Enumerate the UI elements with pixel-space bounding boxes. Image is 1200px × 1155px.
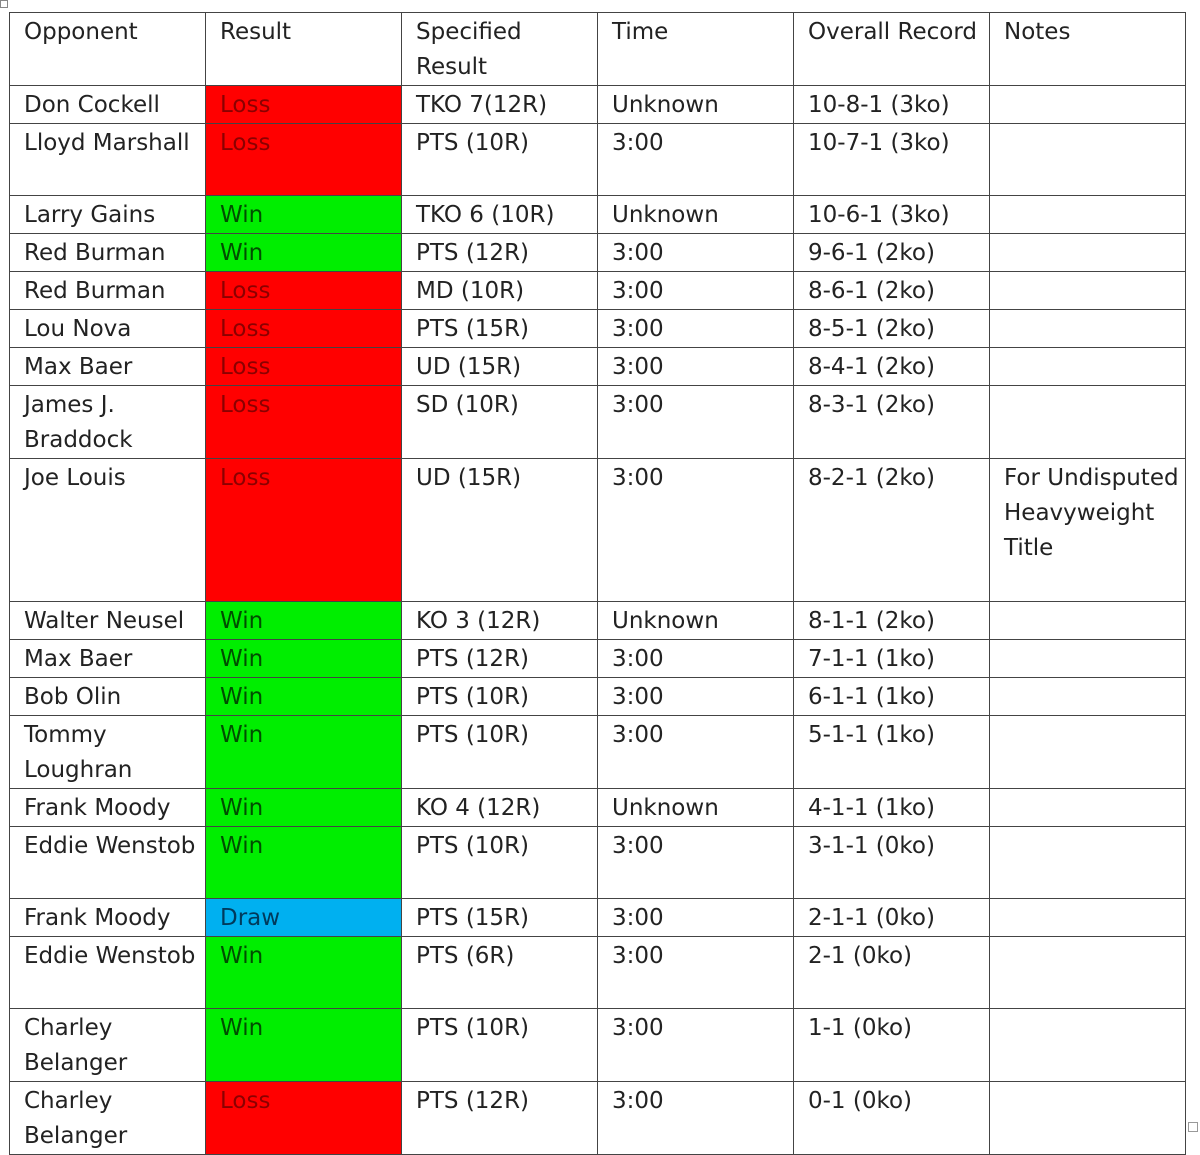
- cell-specified-result: PTS (10R): [402, 124, 598, 196]
- cell-time: 3:00: [598, 386, 794, 459]
- cell-notes: [990, 678, 1186, 716]
- cell-notes: [990, 124, 1186, 196]
- table-row: [10, 937, 1186, 1009]
- table-row: [10, 678, 1186, 716]
- cell-overall-record: 2-1 (0ko): [794, 937, 990, 1009]
- cell-notes: [990, 899, 1186, 937]
- cell-overall-record: 0-1 (0ko): [794, 1082, 990, 1155]
- cell-specified-result: PTS (12R): [402, 234, 598, 272]
- cell-opponent: Tommy Loughran: [10, 716, 206, 789]
- table-row: [10, 789, 1186, 827]
- cell-specified-result: SD (10R): [402, 386, 598, 459]
- table-row: [10, 899, 1186, 937]
- cell-specified-result: PTS (15R): [402, 310, 598, 348]
- cell-notes: [990, 310, 1186, 348]
- cell-notes: [990, 716, 1186, 789]
- cell-notes: [990, 348, 1186, 386]
- table-row: [10, 602, 1186, 640]
- cell-overall-record: 4-1-1 (1ko): [794, 789, 990, 827]
- cell-overall-record: 3-1-1 (0ko): [794, 827, 990, 899]
- cell-opponent: Charley Belanger: [10, 1009, 206, 1082]
- cell-specified-result: PTS (12R): [402, 1082, 598, 1155]
- table-row: [10, 310, 1186, 348]
- cell-notes: [990, 937, 1186, 1009]
- cell-time: 3:00: [598, 1009, 794, 1082]
- cell-opponent: Eddie Wenstob: [10, 827, 206, 899]
- cell-opponent: Eddie Wenstob: [10, 937, 206, 1009]
- cell-overall-record: 8-2-1 (2ko): [794, 459, 990, 602]
- cell-specified-result: UD (15R): [402, 348, 598, 386]
- cell-notes: [990, 827, 1186, 899]
- header-specified-result: Specified Result: [402, 13, 598, 86]
- cell-opponent: Max Baer: [10, 348, 206, 386]
- cell-time: 3:00: [598, 348, 794, 386]
- fight-record-table: [9, 12, 1186, 1155]
- cell-notes: [990, 386, 1186, 459]
- cell-overall-record: 10-7-1 (3ko): [794, 124, 990, 196]
- cell-opponent: Frank Moody: [10, 899, 206, 937]
- cell-specified-result: PTS (10R): [402, 716, 598, 789]
- cell-overall-record: 9-6-1 (2ko): [794, 234, 990, 272]
- cell-overall-record: 7-1-1 (1ko): [794, 640, 990, 678]
- cell-specified-result: PTS (10R): [402, 827, 598, 899]
- cell-overall-record: 8-5-1 (2ko): [794, 310, 990, 348]
- cell-specified-result: PTS (6R): [402, 937, 598, 1009]
- table-row: [10, 386, 1186, 459]
- table-resize-handle[interactable]: [1188, 1122, 1198, 1132]
- cell-specified-result: KO 4 (12R): [402, 789, 598, 827]
- cell-result: Win: [206, 716, 402, 789]
- table-row: [10, 196, 1186, 234]
- table-row: [10, 272, 1186, 310]
- header-result: Result: [206, 13, 402, 86]
- cell-overall-record: 8-4-1 (2ko): [794, 348, 990, 386]
- cell-notes: [990, 196, 1186, 234]
- cell-result: Loss: [206, 310, 402, 348]
- cell-time: 3:00: [598, 459, 794, 602]
- cell-overall-record: 8-1-1 (2ko): [794, 602, 990, 640]
- cell-time: Unknown: [598, 86, 794, 124]
- cell-notes: [990, 1082, 1186, 1155]
- cell-result: Loss: [206, 86, 402, 124]
- cell-specified-result: TKO 6 (10R): [402, 196, 598, 234]
- cell-notes: For Undisputed Heavyweight Title: [990, 459, 1186, 602]
- cell-result: Loss: [206, 348, 402, 386]
- cell-time: 3:00: [598, 899, 794, 937]
- table-row: [10, 348, 1186, 386]
- cell-overall-record: 10-6-1 (3ko): [794, 196, 990, 234]
- cell-opponent: Walter Neusel: [10, 602, 206, 640]
- cell-time: 3:00: [598, 678, 794, 716]
- cell-result: Win: [206, 789, 402, 827]
- cell-result: Loss: [206, 459, 402, 602]
- table-row: [10, 234, 1186, 272]
- header-overall-record: Overall Record: [794, 13, 990, 86]
- table-row: [10, 1082, 1186, 1155]
- cell-specified-result: KO 3 (12R): [402, 602, 598, 640]
- header-row: [10, 13, 1186, 86]
- cell-time: 3:00: [598, 640, 794, 678]
- cell-opponent: Lloyd Marshall: [10, 124, 206, 196]
- cell-overall-record: 10-8-1 (3ko): [794, 86, 990, 124]
- cell-time: 3:00: [598, 272, 794, 310]
- cell-notes: [990, 789, 1186, 827]
- cell-time: Unknown: [598, 602, 794, 640]
- cell-specified-result: MD (10R): [402, 272, 598, 310]
- cell-result: Win: [206, 196, 402, 234]
- cell-result: Win: [206, 602, 402, 640]
- cell-overall-record: 2-1-1 (0ko): [794, 899, 990, 937]
- cell-time: 3:00: [598, 310, 794, 348]
- cell-overall-record: 1-1 (0ko): [794, 1009, 990, 1082]
- cell-overall-record: 8-3-1 (2ko): [794, 386, 990, 459]
- table-row: [10, 640, 1186, 678]
- cell-opponent: Frank Moody: [10, 789, 206, 827]
- table-row: [10, 827, 1186, 899]
- cell-specified-result: PTS (10R): [402, 678, 598, 716]
- cell-result: Loss: [206, 386, 402, 459]
- cell-overall-record: 8-6-1 (2ko): [794, 272, 990, 310]
- table-row: [10, 124, 1186, 196]
- cell-result: Loss: [206, 1082, 402, 1155]
- cell-opponent: Bob Olin: [10, 678, 206, 716]
- table-row: [10, 1009, 1186, 1082]
- cell-notes: [990, 272, 1186, 310]
- cell-time: Unknown: [598, 789, 794, 827]
- cell-result: Draw: [206, 899, 402, 937]
- cell-specified-result: PTS (15R): [402, 899, 598, 937]
- cell-result: Loss: [206, 272, 402, 310]
- cell-overall-record: 5-1-1 (1ko): [794, 716, 990, 789]
- cell-time: 3:00: [598, 124, 794, 196]
- cell-notes: [990, 86, 1186, 124]
- header-notes: Notes: [990, 13, 1186, 86]
- cell-result: Win: [206, 640, 402, 678]
- cell-notes: [990, 640, 1186, 678]
- table-move-handle[interactable]: [0, 0, 8, 8]
- cell-time: Unknown: [598, 196, 794, 234]
- cell-time: 3:00: [598, 234, 794, 272]
- cell-result: Win: [206, 1009, 402, 1082]
- cell-specified-result: PTS (12R): [402, 640, 598, 678]
- cell-time: 3:00: [598, 937, 794, 1009]
- header-opponent: Opponent: [10, 13, 206, 86]
- cell-result: Win: [206, 827, 402, 899]
- cell-opponent: Red Burman: [10, 234, 206, 272]
- cell-opponent: Charley Belanger: [10, 1082, 206, 1155]
- header-time: Time: [598, 13, 794, 86]
- cell-result: Win: [206, 937, 402, 1009]
- table-row: [10, 716, 1186, 789]
- cell-specified-result: PTS (10R): [402, 1009, 598, 1082]
- cell-notes: [990, 234, 1186, 272]
- cell-opponent: Lou Nova: [10, 310, 206, 348]
- cell-opponent: Max Baer: [10, 640, 206, 678]
- cell-specified-result: UD (15R): [402, 459, 598, 602]
- cell-time: 3:00: [598, 827, 794, 899]
- table-row: [10, 459, 1186, 602]
- table-row: [10, 86, 1186, 124]
- cell-specified-result: TKO 7(12R): [402, 86, 598, 124]
- cell-opponent: Don Cockell: [10, 86, 206, 124]
- cell-result: Win: [206, 234, 402, 272]
- cell-overall-record: 6-1-1 (1ko): [794, 678, 990, 716]
- cell-opponent: Joe Louis: [10, 459, 206, 602]
- cell-time: 3:00: [598, 716, 794, 789]
- cell-notes: [990, 602, 1186, 640]
- cell-opponent: Red Burman: [10, 272, 206, 310]
- cell-notes: [990, 1009, 1186, 1082]
- cell-opponent: Larry Gains: [10, 196, 206, 234]
- cell-result: Win: [206, 678, 402, 716]
- cell-opponent: James J. Braddock: [10, 386, 206, 459]
- cell-time: 3:00: [598, 1082, 794, 1155]
- cell-result: Loss: [206, 124, 402, 196]
